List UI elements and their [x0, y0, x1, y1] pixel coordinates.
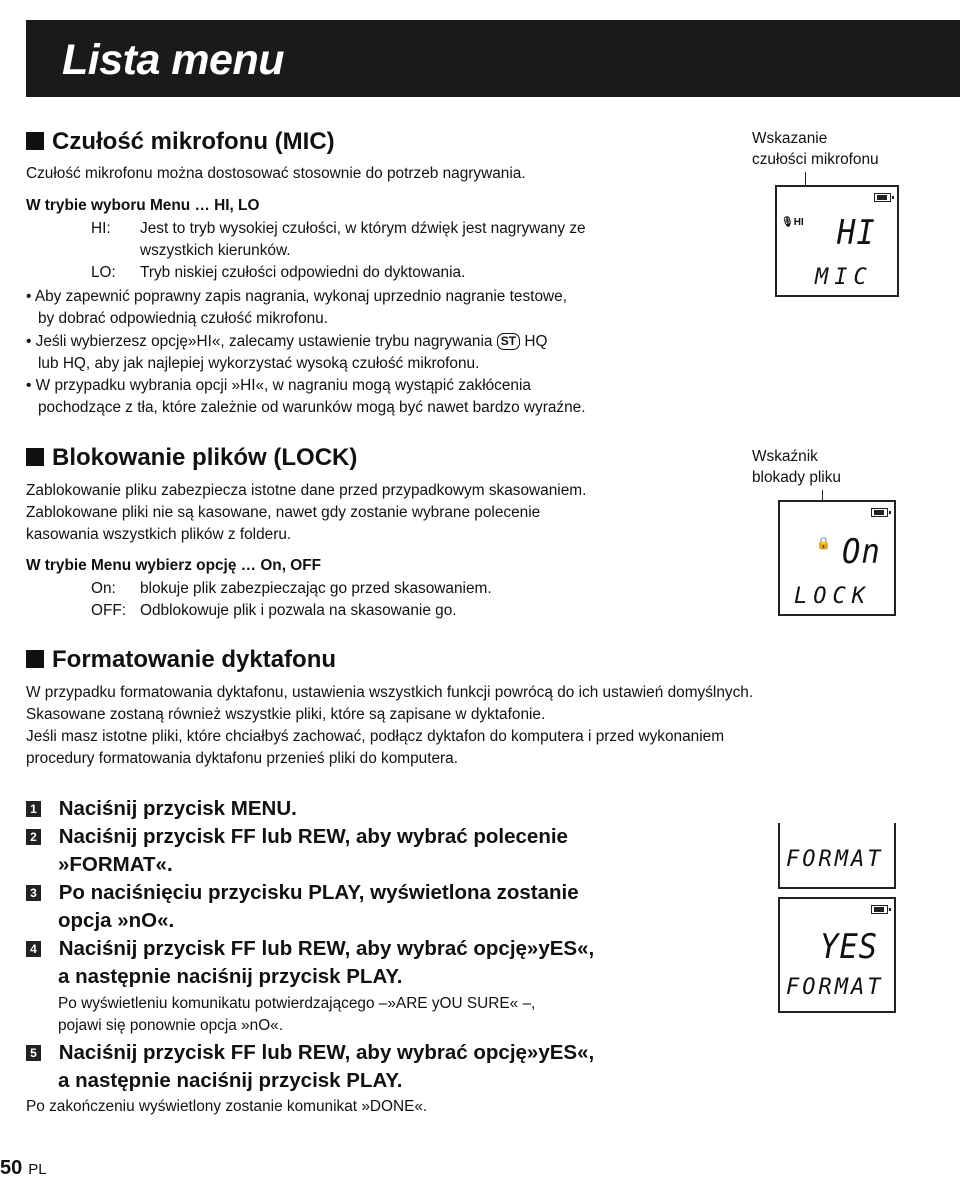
- mic-intro: Czułość mikrofonu można dostosować stosownie do potrzeb nagrywania.: [26, 165, 526, 182]
- page-number: 50: [0, 1157, 23, 1179]
- mic-caption-line1: Wskazanie: [752, 130, 828, 147]
- mic-hi-line1: Jest to tryb wysokiej czułości, w którym dźwięk jest nagrywany ze: [140, 220, 586, 237]
- mic-lcd-label: MIC: [815, 265, 873, 290]
- page-title: Lista menu: [62, 36, 284, 84]
- format-lcd2-value: YES: [820, 927, 878, 967]
- mic-mode-line: W trybie wyboru Menu … HI, LO: [26, 197, 260, 214]
- lock-section-title: Blokowanie plików (LOCK): [26, 444, 357, 472]
- mic-bullet1-line2: by dobrać odpowiednią czułość mikrofonu.: [38, 310, 329, 327]
- lock-lcd-value: On: [842, 532, 881, 572]
- mic-hi-key: HI:: [91, 220, 111, 237]
- format-section-title: Formatowanie dyktafonu: [26, 646, 336, 674]
- format-step-3: 3 Po naciśnięciu przycisku PLAY, wyświetlona zostanie: [26, 879, 579, 907]
- step-number: 2: [26, 829, 41, 845]
- lock-on-key: On:: [91, 580, 116, 597]
- language-code: PL: [28, 1161, 47, 1178]
- format-step-5-cont: a następnie naciśnij przycisk PLAY.: [58, 1069, 403, 1092]
- battery-icon: [874, 193, 891, 202]
- format-step-4-note1: Po wyświetleniu komunikatu potwierdzającego –»ARE yOU SURE« –,: [58, 995, 536, 1012]
- square-bullet-icon: [26, 650, 44, 668]
- microphone-icon: 🎙: [781, 217, 794, 228]
- lock-on-line: blokuje plik zabezpieczając go przed skasowaniem.: [140, 580, 492, 597]
- mic-bullet2-line2: lub HQ, aby jak najlepiej wykorzystać wysoką czułość mikrofonu.: [38, 355, 480, 372]
- mic-lo-key: LO:: [91, 264, 116, 281]
- step-number: 5: [26, 1045, 41, 1061]
- format-lcd1-label: FORMAT: [786, 847, 884, 872]
- format-step-2-cont: »FORMAT«.: [58, 853, 173, 876]
- format-lcd-display-1: [778, 823, 896, 889]
- format-line1: W przypadku formatowania dyktafonu, ustawienia wszystkich funkcji powrócą do ich ustawień domyślnych.: [26, 684, 754, 701]
- format-line3: Jeśli masz istotne pliki, które chciałbyś zachować, podłącz dyktafon do komputera i przed wykonaniem: [26, 728, 725, 745]
- mic-bullet3-line2: pochodzące z tła, które zależnie od warunków mogą być nawet bardzo wyraźne.: [38, 399, 586, 416]
- lock-line3: kasowania wszystkich plików z folderu.: [26, 526, 292, 543]
- mic-bullet1-line1: • Aby zapewnić poprawny zapis nagrania, wykonaj uprzednio nagranie testowe,: [26, 288, 567, 305]
- mic-lcd-value: HI: [837, 213, 876, 253]
- format-step-4-note2: pojawi się ponownie opcja »nO«.: [58, 1017, 284, 1034]
- format-step-2: 2 Naciśnij przycisk FF lub REW, aby wybrać polecenie: [26, 823, 568, 851]
- square-bullet-icon: [26, 132, 44, 150]
- lock-line2: Zablokowane pliki nie są kasowane, nawet gdy zostanie wybrane polecenie: [26, 504, 541, 521]
- lock-off-key: OFF:: [91, 602, 127, 619]
- mic-hi-line2: wszystkich kierunków.: [140, 242, 291, 259]
- lock-mode-line: W trybie Menu wybierz opcję … On, OFF: [26, 557, 322, 574]
- lock-off-line: Odblokowuje plik i pozwala na skasowanie go.: [140, 602, 457, 619]
- mic-caption-line2: czułości mikrofonu: [752, 151, 879, 168]
- format-line4: procedury formatowania dyktafonu przenieś pliki do komputera.: [26, 750, 459, 767]
- step-number: 1: [26, 801, 41, 817]
- format-step-3-cont: opcja »nO«.: [58, 909, 175, 932]
- mic-section-title: Czułość mikrofonu (MIC): [26, 128, 335, 156]
- mic-hi-indicator: 🎙HI: [781, 217, 804, 228]
- mic-bullet2-line1: • Jeśli wybierzesz opcję»HI«, zalecamy ustawienie trybu nagrywania ST HQ: [26, 333, 548, 350]
- lock-line1: Zablokowanie pliku zabezpiecza istotne dane przed przypadkowym skasowaniem.: [26, 482, 587, 499]
- format-lcd2-label: FORMAT: [786, 975, 884, 1000]
- battery-icon: [871, 905, 888, 914]
- format-final: Po zakończeniu wyświetlony zostanie komunikat »DONE«.: [26, 1098, 428, 1115]
- format-step-4: 4 Naciśnij przycisk FF lub REW, aby wybrać opcję»yES«,: [26, 935, 594, 963]
- lock-caption-line1: Wskaźnik: [752, 448, 818, 465]
- lock-lcd-label: LOCK: [794, 584, 871, 609]
- format-line2: Skasowane zostaną również wszystkie pliki, które są zapisane w dyktafonie.: [26, 706, 546, 723]
- page-header: [26, 20, 960, 97]
- mic-lo-line: Tryb niskiej czułości odpowiedni do dyktowania.: [140, 264, 466, 281]
- lock-lcd-display: [778, 500, 896, 616]
- format-lcd-display-2: [778, 897, 896, 1013]
- mic-lcd-display: [775, 185, 899, 297]
- square-bullet-icon: [26, 448, 44, 466]
- format-step-5: 5 Naciśnij przycisk FF lub REW, aby wybrać opcję»yES«,: [26, 1039, 594, 1067]
- mic-bullet3-line1: • W przypadku wybrania opcji »HI«, w nagraniu mogą wystąpić zakłócenia: [26, 377, 531, 394]
- st-mode-icon: ST: [497, 333, 520, 350]
- lock-caption-line2: blokady pliku: [752, 469, 841, 486]
- page-footer: [0, 1157, 47, 1180]
- format-step-1: 1 Naciśnij przycisk MENU.: [26, 795, 297, 823]
- step-number: 3: [26, 885, 41, 901]
- step-number: 4: [26, 941, 41, 957]
- lock-icon: 🔒: [816, 536, 831, 550]
- battery-icon: [871, 508, 888, 517]
- format-step-4-cont: a następnie naciśnij przycisk PLAY.: [58, 965, 403, 988]
